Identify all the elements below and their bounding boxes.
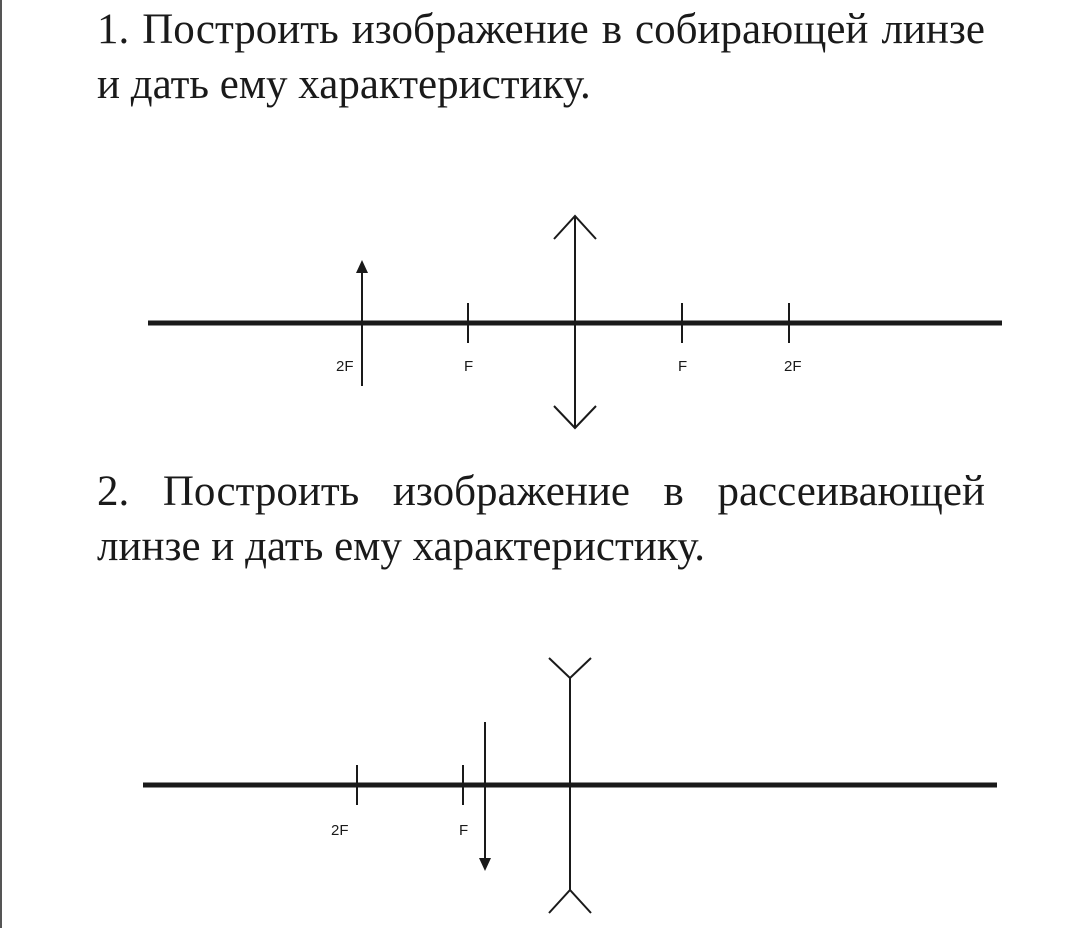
label-left-2f: 2F [331, 822, 349, 839]
label-left-f: F [459, 822, 469, 839]
task-2-text: 2. Построить изображение в рассеивающей линзе и дать ему характеристику. [97, 468, 985, 570]
lens-bottom-fork [549, 890, 591, 913]
label-right-2f: 2F [784, 358, 802, 375]
lens-top-fork [549, 658, 591, 678]
label-right-f: F [678, 358, 688, 375]
task-1-text: 1. Построить изображение в собирающей линзе и дать ему характеристику. [97, 6, 985, 108]
object-arrow [479, 722, 491, 871]
label-left-2f: 2F [336, 358, 354, 375]
diverging-lens-diagram [0, 640, 1080, 928]
label-left-f: F [464, 358, 474, 375]
converging-lens-diagram [0, 200, 1080, 440]
